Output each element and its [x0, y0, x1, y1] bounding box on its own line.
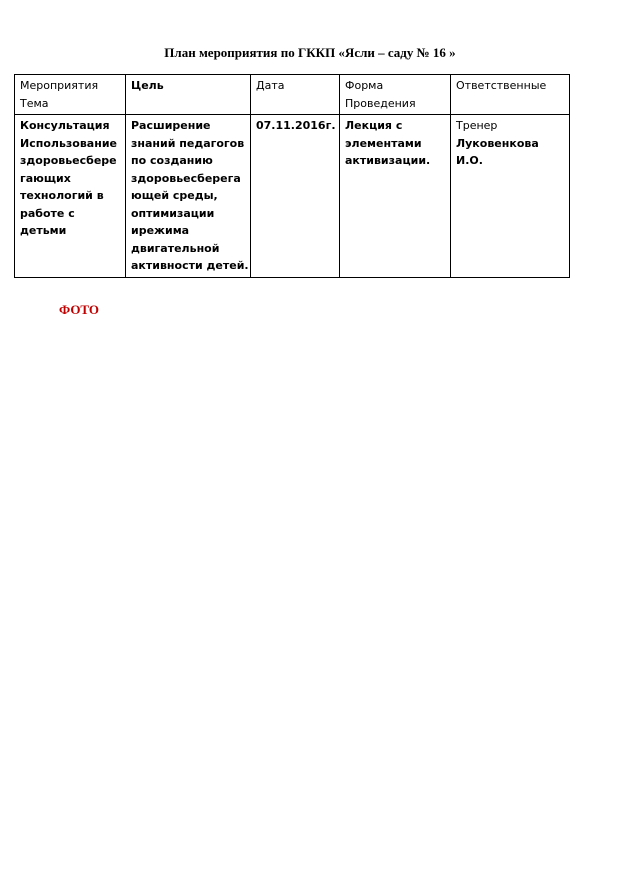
event-date: 07.11.2016г.	[256, 119, 336, 132]
header-topic-label: Тема	[20, 96, 49, 110]
form-line: Лекция с	[345, 119, 403, 132]
cell-event-topic	[15, 115, 126, 278]
cell-goal	[126, 115, 251, 278]
event-line: детьми	[20, 224, 67, 237]
goal-line: Расширение	[131, 119, 211, 132]
event-line: гающих	[20, 171, 71, 185]
table-header-row	[15, 75, 570, 115]
header-form	[340, 75, 451, 115]
goal-line: двигательной	[131, 241, 220, 255]
goal-line: по созданию	[131, 154, 213, 167]
goal-line: ирежима	[131, 224, 190, 237]
event-line: технологий в	[20, 189, 104, 202]
header-responsible-label: Ответственные	[456, 79, 547, 92]
header-conduct-label: Проведения	[345, 96, 416, 110]
responsible-line: Тренер	[456, 119, 498, 132]
header-form-label: Форма	[345, 79, 384, 92]
cell-date	[251, 115, 340, 278]
header-date-label: Дата	[256, 79, 285, 92]
event-plan-table	[14, 74, 570, 278]
form-line: активизации.	[345, 154, 431, 167]
header-event-label: Мероприятия	[20, 79, 99, 92]
event-line: здоровьесбере	[20, 154, 117, 167]
photo-label: ФОТО	[59, 302, 100, 317]
goal-line: ющей среды,	[131, 189, 218, 202]
event-line: работе с	[20, 206, 75, 220]
form-line: элементами	[345, 136, 422, 150]
goal-line: здоровьесберега	[131, 171, 241, 185]
goal-line: активности детей.	[131, 259, 249, 272]
document-title: План мероприятия по ГККП «Ясли – саду № 16 »	[164, 45, 456, 60]
header-event-topic	[15, 75, 126, 115]
header-goal-label: Цель	[131, 79, 164, 92]
table-row	[15, 115, 570, 278]
goal-line: оптимизации	[131, 206, 215, 220]
responsible-line: И.О.	[456, 154, 483, 167]
cell-form	[340, 115, 451, 278]
responsible-line: Луковенкова	[456, 136, 539, 150]
event-title: Консультация	[20, 119, 110, 132]
header-date	[251, 75, 340, 115]
cell-responsible	[451, 115, 570, 278]
header-responsible	[451, 75, 570, 115]
goal-line: знаний педагогов	[131, 136, 245, 150]
event-line: Использование	[20, 136, 117, 150]
header-goal	[126, 75, 251, 115]
